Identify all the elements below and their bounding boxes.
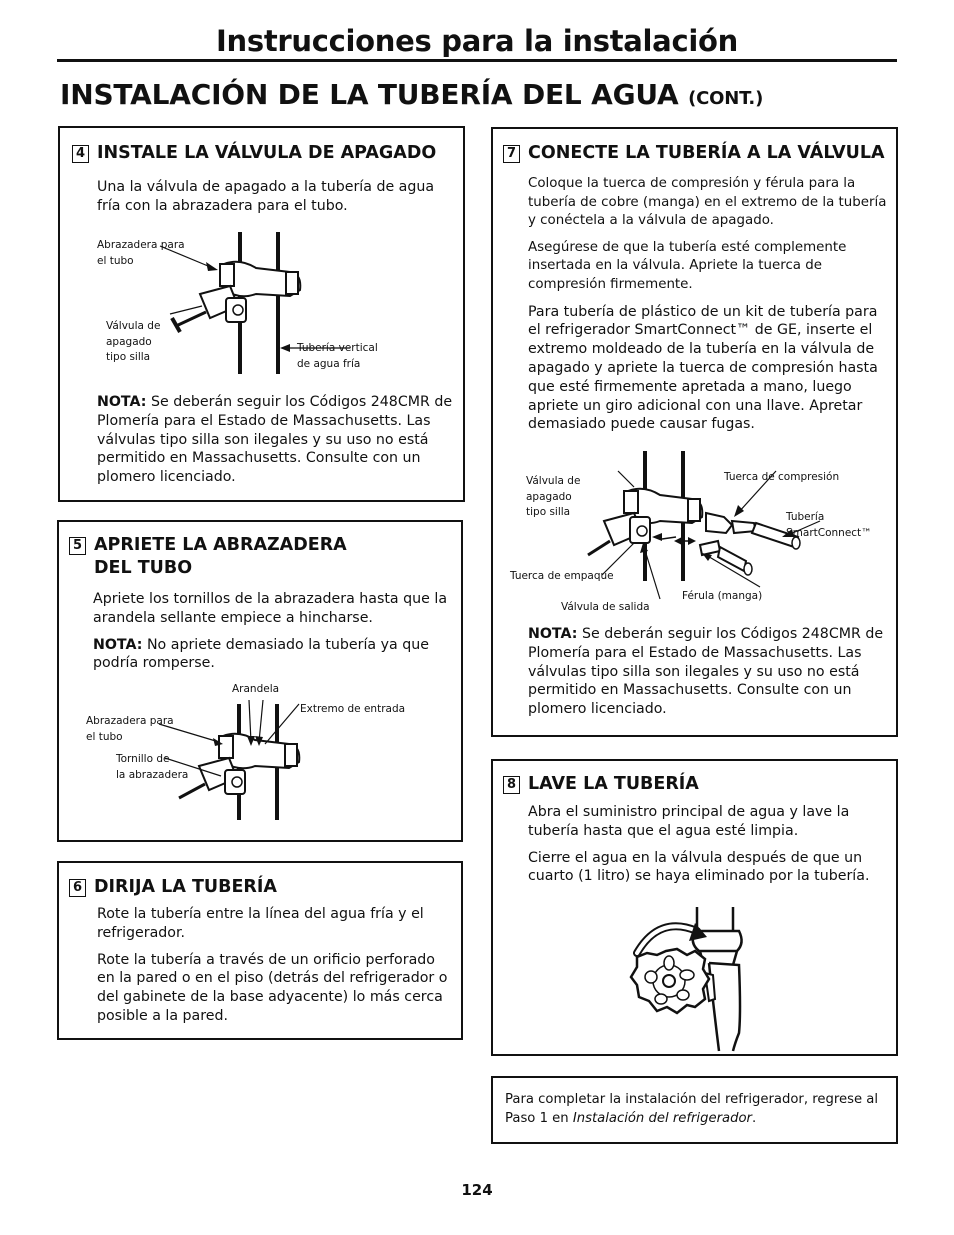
step-4-title: INSTALE LA VÁLVULA DE APAGADO <box>97 143 437 163</box>
step-8-title: LAVE LA TUBERÍA <box>528 774 699 794</box>
label-clamp-screw: Tornillo de la abrazadera <box>116 753 189 781</box>
step-8-text <box>528 803 890 894</box>
page-header <box>57 22 897 62</box>
step-7-note <box>528 625 890 727</box>
footer-note-box <box>491 1076 898 1144</box>
step-4-intro <box>97 178 457 224</box>
step-7-box <box>491 127 898 737</box>
step-6-number: 6 <box>69 879 86 897</box>
step-8-heading <box>503 773 699 796</box>
section-cont: (CONT.) <box>688 88 764 109</box>
note-text: Se deberán seguir los Códigos 248CMR de Plomería para el Estado de Massachusetts. Las válvulas tipo silla son ilegales y su uso no está permitido en Massachusetts. Consulte con un plomero licenciado. <box>528 626 884 718</box>
step-4-paragraph: Una la válvula de apagado a la tubería de agua fría con la abrazadera para el tubo. <box>97 179 435 214</box>
step-8-paragraph-2: Cierre el agua en la válvula después de que un cuarto (1 litro) se haya eliminado por la tubería. <box>528 849 870 885</box>
step-7-paragraph-3: Para tubería de plástico de un kit de tubería para el refrigerador SmartConnect™ de GE, inserte el extremo moldeado de la tubería en la válvula de apagado y apriete la tuerca de compresión hasta que esté firmemente apretada a mano, luego apriete un giro adicional con una llave. Apretar demasiado puede causar fugas. <box>528 303 878 433</box>
step-5-title-line2: DEL TUBO <box>94 558 193 578</box>
step-5-heading <box>69 534 347 580</box>
step-4-number: 4 <box>72 145 89 163</box>
step-5-text <box>93 590 453 681</box>
step-5-title-line1: APRIETE LA ABRAZADERA <box>94 535 347 555</box>
step-7-paragraph-1: Coloque la tuerca de compresión y férula para la tubería de cobre (manga) en el extremo de la tubería y conéctela a la válvula de apagado. <box>528 176 887 229</box>
step-6-text <box>97 905 449 1034</box>
label-inlet-end: Extremo de entrada <box>300 703 406 715</box>
step-7-paragraph-2: Asegúrese de que la tubería esté complemente insertada en la válvula. Apriete la tuerca de compresión firmemente. <box>528 239 847 292</box>
step-8-paragraph-1: Abra el suministro principal de agua y lave la tubería hasta que el agua esté limpia. <box>528 804 850 839</box>
step-7-title: CONECTE LA TUBERÍA A LA VÁLVULA <box>528 143 885 163</box>
step-5-number: 5 <box>69 537 86 555</box>
footer-link-reference: Instalación del refrigerador <box>572 1111 752 1126</box>
step-4-box <box>58 126 465 502</box>
label-clamp: Abrazadera para el tubo <box>97 239 185 267</box>
note-text: No apriete demasiado la tubería ya que podría romperse. <box>93 636 429 672</box>
label-packing-nut: Tuerca de empaque <box>510 570 614 582</box>
label-compression-nut: Tuerca de compresión <box>724 471 840 483</box>
label-smartconnect-tubing: Tubería SmartConnect™ <box>786 511 872 539</box>
label-vertical-pipe: Tubería vertical de agua fría <box>297 342 378 370</box>
step-4-note <box>97 393 457 495</box>
step-6-title: DIRIJA LA TUBERÍA <box>94 877 277 897</box>
step-6-box <box>57 861 463 1040</box>
label-saddle-valve: Válvula de apagado tipo silla <box>526 475 581 518</box>
label-saddle-valve: Válvula de apagado tipo silla <box>106 320 161 363</box>
footer-note: Para completar la instalación del refrigerador, regrese al Paso 1 en Instalación del refrigerador. <box>505 1092 879 1126</box>
note-text: Se deberán seguir los Códigos 248CMR de Plomería para el Estado de Massachusetts. Las válvulas tipo silla son ilegales y su uso no está permitido en Massachusetts. Consulte con un plomero licenciado. <box>97 394 453 486</box>
step-7-text <box>528 175 890 442</box>
step-4-heading <box>72 142 436 165</box>
page-title: Instrucciones para la instalación <box>216 24 738 58</box>
step-6-heading <box>69 876 277 899</box>
valve-handle-illustration <box>629 903 769 1051</box>
label-ferrule: Férula (manga) <box>682 590 763 602</box>
step-7-heading <box>503 142 885 165</box>
note-label: NOTA: <box>97 394 147 410</box>
step-6-paragraph-2: Rote la tubería a través de un orificio perforado en la pared o en el piso (detrás del refrigerador o del gabinete de la base adyacente) lo más cerca posible a la pared. <box>97 951 448 1024</box>
step-5-paragraph: Apriete los tornillos de la abrazadera hasta que la arandela sellante empiece a hincharse. <box>93 591 448 626</box>
label-clamp: Abrazadera para el tubo <box>86 715 174 743</box>
section-title-text: INSTALACIÓN DE LA TUBERÍA DEL AGUA <box>60 78 679 111</box>
note-label: NOTA: <box>528 626 578 642</box>
step-6-paragraph-1: Rote la tubería entre la línea del agua fría y el refrigerador. <box>97 906 424 941</box>
label-outlet-valve: Válvula de salida <box>561 601 650 613</box>
page-number: 124 <box>461 1181 493 1199</box>
note-label: NOTA: <box>93 636 143 653</box>
step-8-box <box>491 759 898 1056</box>
step-7-number: 7 <box>503 145 520 163</box>
step-5-box <box>57 520 463 842</box>
label-washer: Arandela <box>232 683 280 695</box>
section-title <box>60 78 763 111</box>
step-8-number: 8 <box>503 776 520 794</box>
